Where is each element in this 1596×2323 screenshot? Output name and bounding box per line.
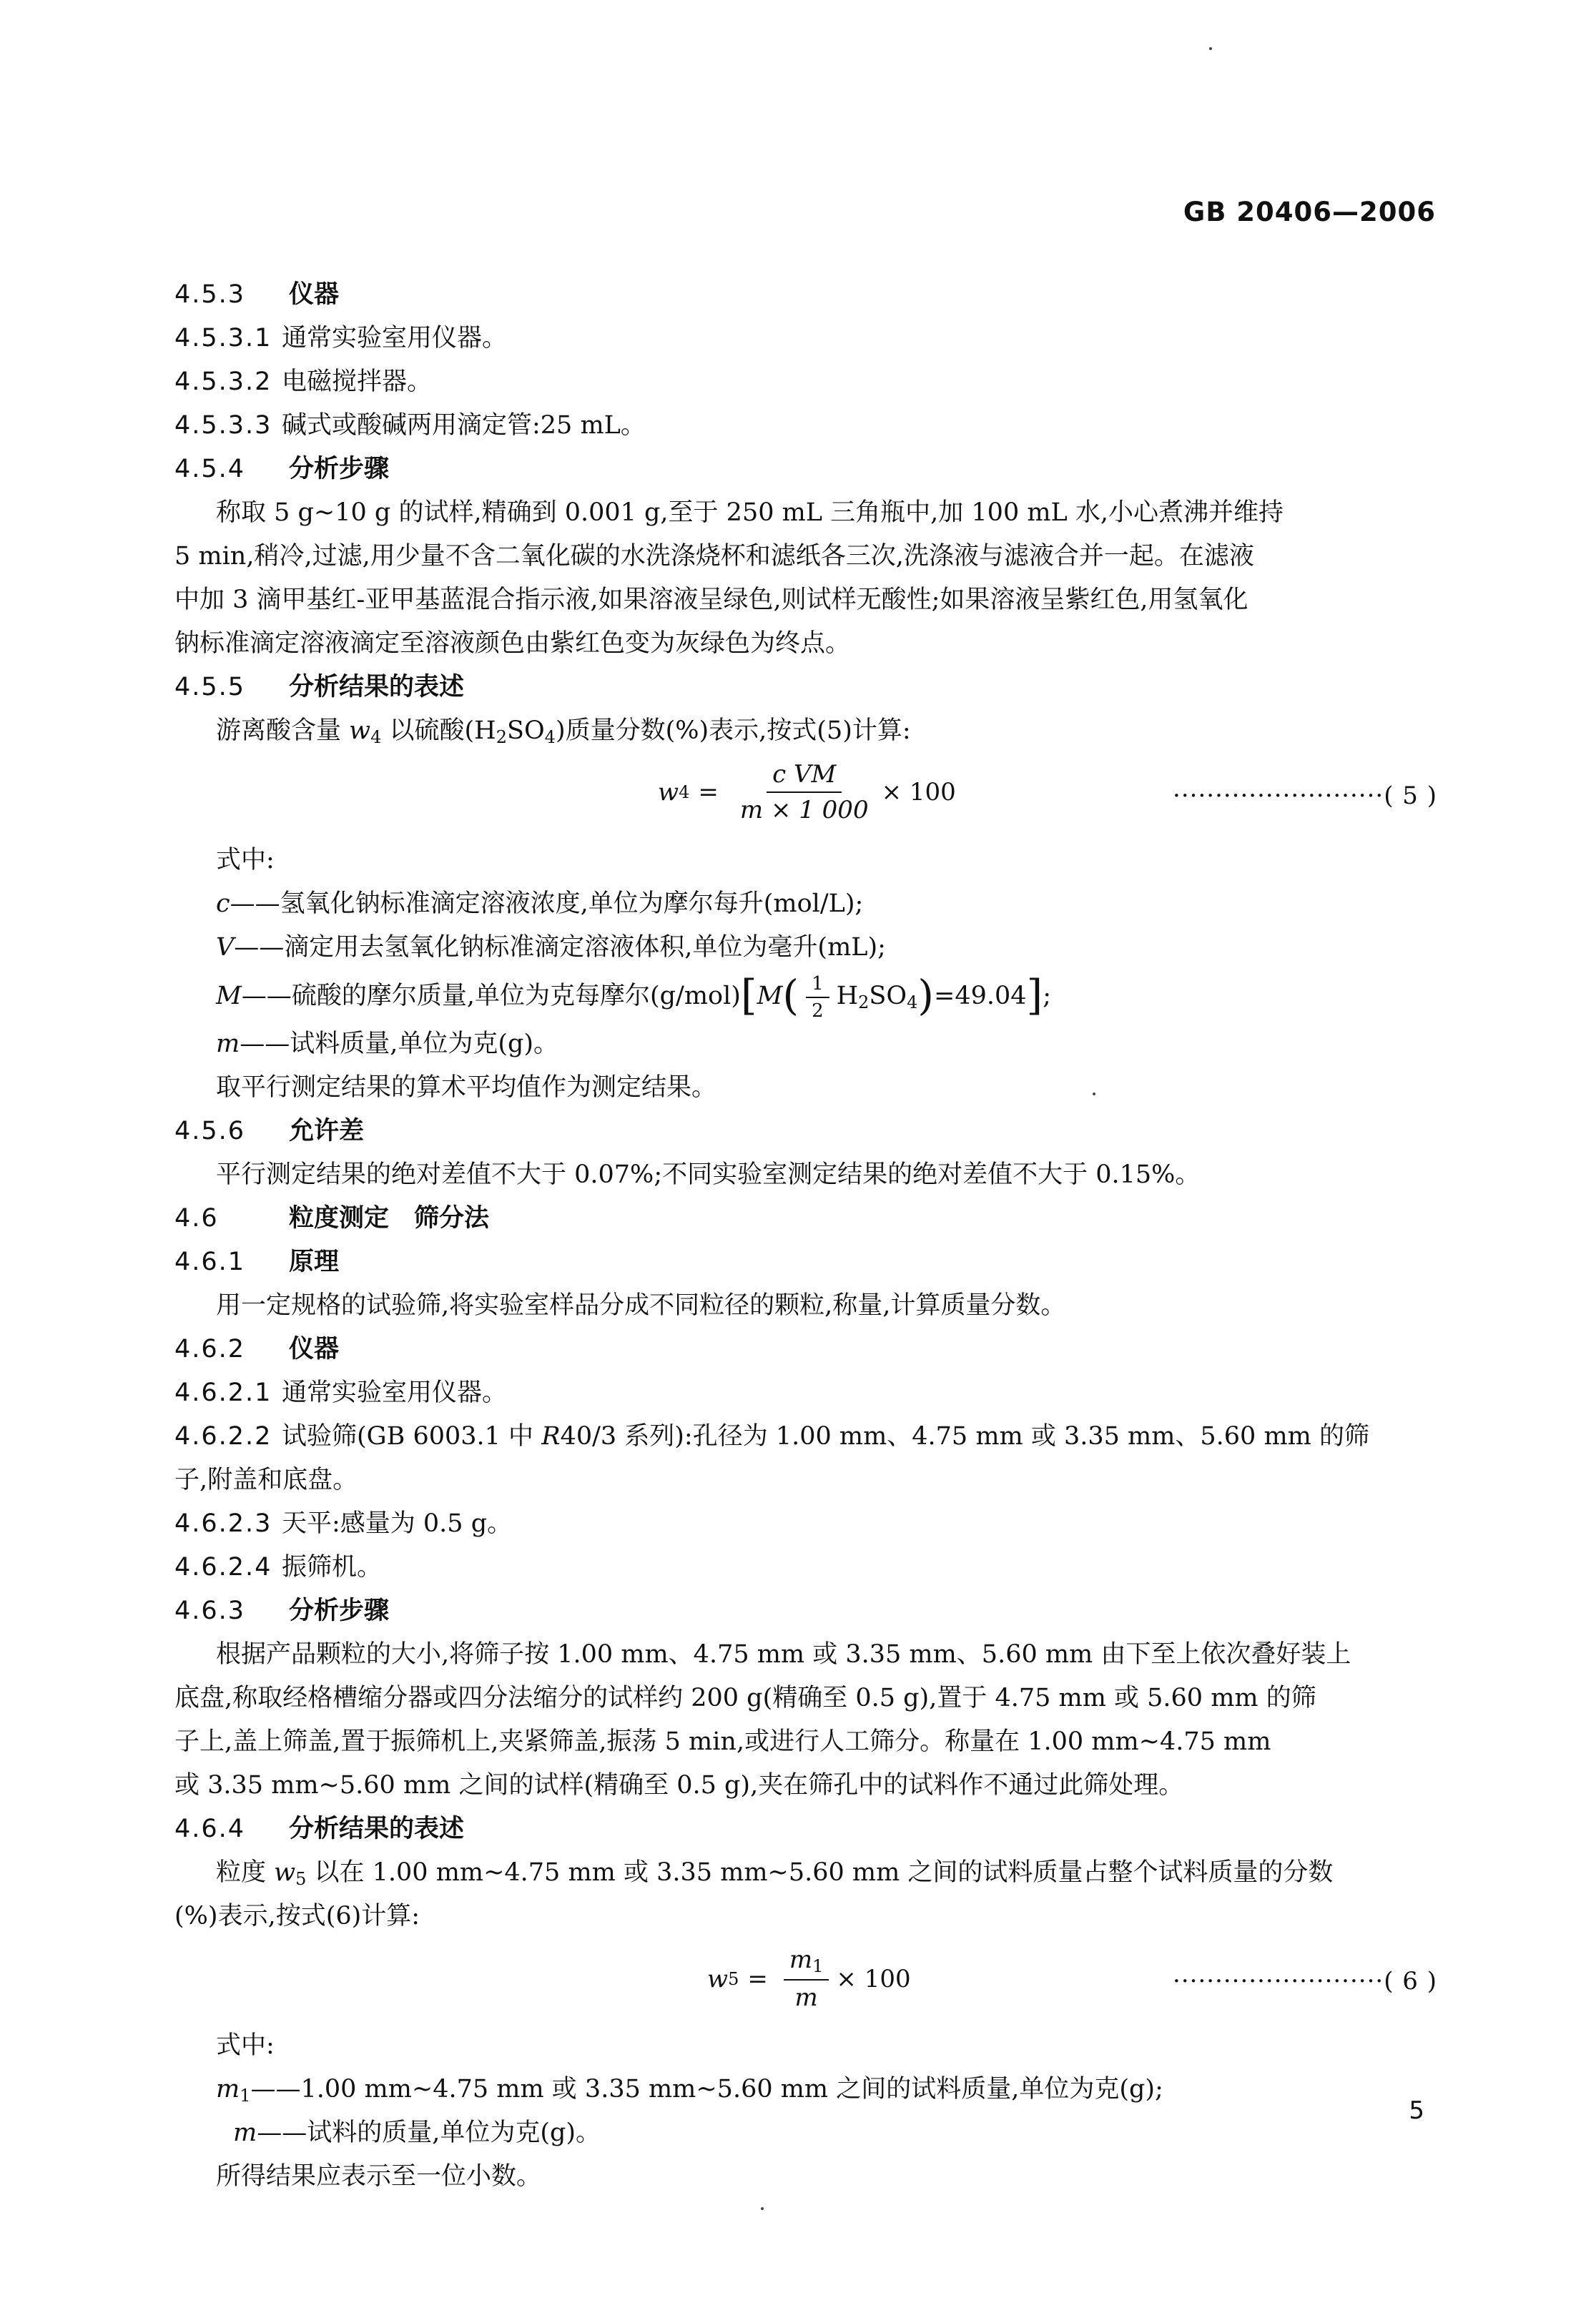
page-number: 5 (1409, 2096, 1424, 2125)
symbol: m (216, 2075, 240, 2103)
subscript: 1 (812, 1956, 824, 1976)
definition-text: ——1.00 mm~4.75 mm 或 3.35 mm~5.60 mm 之间的试料质量,单位为克(g); (250, 2075, 1163, 2103)
formula-expression (707, 1945, 911, 2012)
subscript: 5 (295, 1869, 307, 1889)
chem-text: SO (869, 982, 907, 1010)
page-content (174, 273, 1437, 2199)
heading-4-5-6 (174, 1110, 1437, 1153)
symbol: V (216, 933, 235, 962)
clause-number: 4.5.3.1 (174, 324, 272, 352)
scan-speck (761, 2207, 764, 2210)
definition-text: ——硫酸的摩尔质量,单位为克每摩尔(g/mol) (241, 982, 741, 1010)
paragraph-line: 中加 3 滴甲基红-亚甲基蓝混合指示液,如果溶液呈绿色,则试样无酸性;如果溶液呈紫红色,用氢氧化 (174, 586, 1248, 614)
paragraph-line: (%)表示,按式(6)计算: (174, 1902, 420, 1930)
symbol: m (233, 2119, 257, 2147)
definition-text: ——试料的质量,单位为克(g)。 (257, 2119, 601, 2147)
clause-4-6-2-4 (174, 1546, 1437, 1589)
paragraph-line: 底盘,称取经格槽缩分器或四分法缩分的试样约 200 g(精确至 0.5 g),置于 4.75 mm 或 5.60 mm 的筛 (174, 1684, 1316, 1712)
clause-4-6-2-3 (174, 1502, 1437, 1546)
paragraph-line (174, 709, 1437, 753)
variable-definitions (174, 2068, 1437, 2155)
heading-4-6 (174, 1197, 1437, 1241)
paragraph-line: 5 min,稍冷,过滤,用少量不含二氧化碳的水洗涤烧杯和滤纸各三次,洗涤液与滤液合并一起。在滤液 (174, 542, 1254, 571)
paragraph-line: 子上,盖上筛盖,置于振筛机上,夹紧筛盖,振荡 5 min,或进行人工筛分。称量在 1.00 mm~4.75 mm (174, 1727, 1271, 1756)
clause-number: 4.6.2.1 (174, 1378, 272, 1407)
symbol: M (216, 982, 242, 1010)
section-number: 4.6.2 (174, 1335, 246, 1363)
numerator: 1 (806, 974, 829, 998)
paragraph-line: 平行测定结果的绝对差值不大于 0.07%;不同实验室测定结果的绝对差值不大于 0.15%。 (216, 1160, 1201, 1189)
clause-text: 天平:感量为 0.5 g。 (282, 1509, 513, 1538)
heading-4-5-3 (174, 273, 1437, 317)
denominator: 2 (812, 1000, 824, 1022)
definition-text: ——试料质量,单位为克(g)。 (240, 1030, 559, 1058)
text-run: SO (506, 716, 545, 745)
numerator-symbol: m (789, 1945, 813, 1974)
clause-text: 电磁搅拌器。 (282, 368, 433, 396)
formula-expression (658, 760, 956, 824)
paragraph-line: 称取 5 g~10 g 的试样,精确到 0.001 g,至于 250 mL 三角瓶中,加 100 mL 水,小心煮沸并维持 (216, 498, 1284, 527)
section-title: 仪器 (289, 1335, 340, 1363)
section-number: 4.5.3 (174, 280, 246, 309)
section-number: 4.6.4 (174, 1815, 246, 1843)
section-number: 4.5.5 (174, 673, 246, 701)
chem-text: H (836, 982, 859, 1010)
bracket: [ (740, 971, 757, 1020)
equation-number: ·························( 6 ) (1173, 1967, 1437, 1996)
clause-text: 试验筛(GB 6003.1 中 (282, 1422, 542, 1451)
definition-c (174, 882, 1437, 926)
section-title: 分析结果的表述 (289, 673, 465, 701)
paragraph-line: 钠标准滴定溶液滴定至溶液颜色由紫红色变为灰绿色为终点。 (174, 629, 851, 658)
section-number: 4.5.6 (174, 1117, 246, 1145)
multiplier: × 100 (836, 1964, 911, 1993)
heading-4-6-4 (174, 1807, 1437, 1851)
formula-5 (174, 753, 1437, 839)
paragraph-line: 根据产品颗粒的大小,将筛子按 1.00 mm、4.75 mm 或 3.35 mm、5.60 mm 由下至上依次叠好装上 (216, 1640, 1351, 1669)
equation-number: ·························( 5 ) (1173, 781, 1437, 810)
section-number: 4.6.1 (174, 1248, 246, 1276)
heading-4-6-1 (174, 1241, 1437, 1284)
numerator: c VM (767, 760, 842, 793)
symbol-w: w (274, 1858, 296, 1887)
symbol: M (757, 982, 783, 1010)
fraction (784, 1945, 829, 2012)
symbol: c (216, 889, 230, 918)
clause-text: 通常实验室用仪器。 (282, 324, 508, 352)
formula-lhs: w (707, 1964, 729, 1993)
definition-text: ——滴定用去氢氧化钠标准滴定溶液体积,单位为毫升(mL); (234, 933, 886, 962)
text-run: 粒度 (216, 1858, 275, 1887)
variable-definitions (174, 882, 1437, 1066)
section-title: 原理 (289, 1248, 340, 1276)
denominator: m (794, 1983, 818, 2012)
section-number: 4.6.3 (174, 1597, 246, 1625)
subscript: 2 (858, 992, 870, 1012)
clause-number: 4.6.2.3 (174, 1509, 272, 1538)
clause-4-6-2-1 (174, 1371, 1437, 1415)
clause-number: 4.5.3.2 (174, 368, 272, 396)
heading-4-6-2 (174, 1328, 1437, 1371)
paren: ) (917, 971, 935, 1020)
where-label: 式中: (216, 846, 275, 874)
symbol-R: R (541, 1422, 561, 1451)
subscript: 4 (907, 992, 918, 1012)
clause-number: 4.6.2.4 (174, 1553, 272, 1582)
heading-4-6-3 (174, 1589, 1437, 1633)
definition-V (174, 926, 1437, 970)
paragraph-line (174, 1851, 1437, 1895)
definition-m1 (174, 2068, 1437, 2111)
clause-number: 4.6.2.2 (174, 1422, 272, 1451)
equals-sign: = (747, 1964, 768, 1993)
paren: ( (782, 971, 799, 1020)
equals-sign: = (698, 778, 719, 807)
clause-4-5-3-3 (174, 404, 1437, 448)
section-title: 分析结果的表述 (289, 1815, 465, 1843)
section-title: 分析步骤 (289, 1597, 390, 1625)
section-title: 仪器 (289, 280, 340, 309)
subscript: 2 (496, 727, 507, 747)
text-run: 以在 1.00 mm~4.75 mm 或 3.35 mm~5.60 mm 之间的试料质量占整个试料质量的分数 (306, 1858, 1334, 1887)
section-number: 4.6 (174, 1204, 219, 1233)
numerator (784, 1945, 829, 1981)
denominator: m × 1 000 (739, 796, 869, 824)
scan-speck (1209, 47, 1212, 50)
definition-text: ——氢氧化钠标准滴定溶液浓度,单位为摩尔每升(mol/L); (230, 889, 864, 918)
clause-text: 振筛机。 (282, 1553, 383, 1582)
scan-speck (1093, 1093, 1095, 1095)
section-title: 分析步骤 (289, 455, 390, 483)
symbol-w: w (349, 716, 371, 745)
paragraph-line: 取平行测定结果的算术平均值作为测定结果。 (216, 1073, 717, 1102)
clause-4-6-2-2 (174, 1415, 1437, 1459)
section-number: 4.5.4 (174, 455, 246, 483)
symbol: m (216, 1030, 240, 1058)
subscript: 4 (679, 782, 690, 802)
clause-text: 40/3 系列):孔径为 1.00 mm、4.75 mm 或 3.35 mm、5.60 mm 的筛 (560, 1422, 1369, 1451)
fraction (734, 760, 875, 824)
bracket: ] (1026, 971, 1043, 1020)
subscript: 1 (240, 2086, 251, 2106)
paragraph-line: 所得结果应表示至一位小数。 (216, 2162, 542, 2191)
standard-number: GB 20406—2006 (1183, 197, 1436, 227)
definition-m (174, 2111, 1437, 2155)
clause-text: 碱式或酸碱两用滴定管:25 mL。 (282, 411, 646, 440)
subscript: 4 (544, 727, 556, 747)
subscript: 5 (728, 1968, 739, 1989)
formula-lhs: w (658, 778, 679, 807)
text-run: 以硫酸(H (381, 716, 496, 745)
paragraph-line: 子,附盖和底盘。 (174, 1466, 358, 1494)
subscript: 4 (370, 727, 382, 747)
formula-6 (174, 1938, 1437, 2024)
definition-m (174, 1022, 1437, 1066)
clause-4-5-3-1 (174, 317, 1437, 360)
multiplier: × 100 (881, 778, 956, 807)
paragraph-line: 用一定规格的试验筛,将实验室样品分成不同粒径的颗粒,称量,计算质量分数。 (216, 1291, 1066, 1320)
clause-number: 4.5.3.3 (174, 411, 272, 440)
value: =49.04 (934, 982, 1027, 1010)
heading-4-5-4 (174, 448, 1437, 491)
clause-4-5-3-2 (174, 360, 1437, 404)
punctuation: ; (1043, 982, 1051, 1010)
section-title: 粒度测定 筛分法 (289, 1204, 490, 1233)
paragraph-line: 或 3.35 mm~5.60 mm 之间的试样(精确至 0.5 g),夹在筛孔中的试料作不通过此筛处理。 (174, 1771, 1184, 1800)
clause-text: 通常实验室用仪器。 (282, 1378, 508, 1407)
heading-4-5-5 (174, 666, 1437, 709)
text-run: 游离酸含量 (216, 716, 350, 745)
definition-M (174, 970, 1437, 1022)
text-run: )质量分数(%)表示,按式(5)计算: (555, 716, 911, 745)
fraction-half (806, 974, 829, 1021)
where-label: 式中: (216, 2031, 275, 2060)
section-title: 允许差 (289, 1117, 365, 1145)
